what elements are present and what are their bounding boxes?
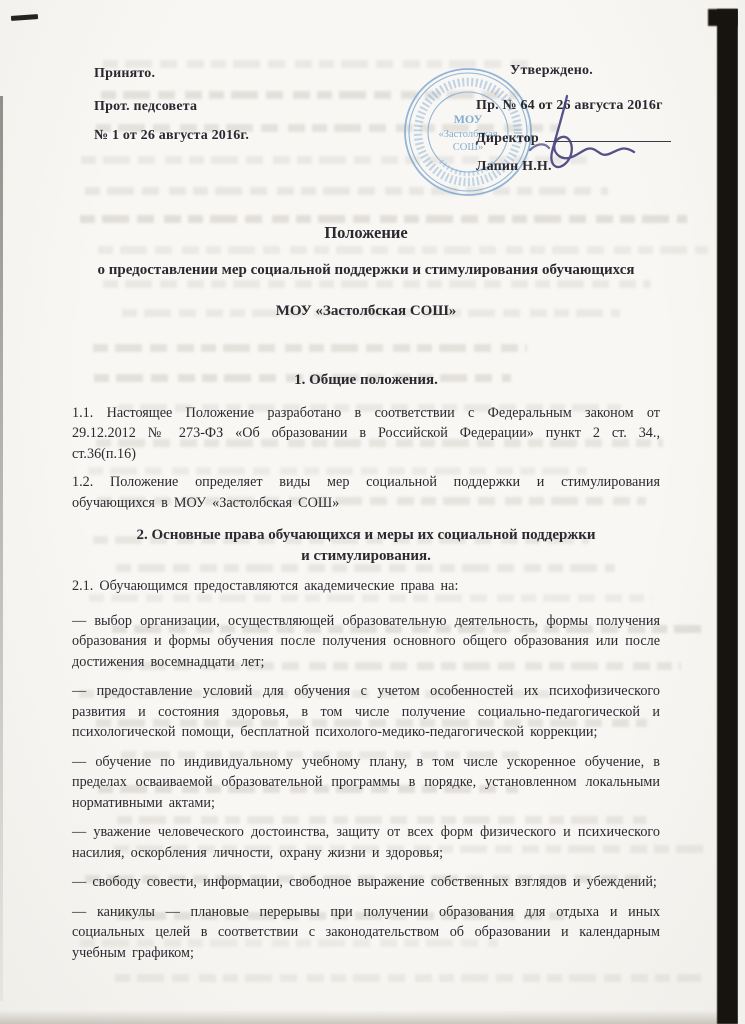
bullet-item: — свободу совести, информации, свободное выражение собственных взглядов и убеждений;	[72, 874, 657, 890]
scanner-edge-left	[0, 96, 3, 1001]
doc-title: Положение	[324, 223, 408, 242]
scanner-shadow-bottom	[0, 1010, 745, 1024]
director-label: Директор	[476, 131, 539, 146]
bullet-item: — уважение человеческого достоинства, защиту от всех форм физического и психического насилия, оскорбления личности, охрану жизни и здоровья;	[72, 824, 660, 861]
director-name: Лапин Н.Н.	[476, 159, 552, 174]
svg-text:МОУ: МОУ	[453, 112, 483, 126]
scanner-edge-right	[717, 9, 738, 1024]
bullet-item: — предоставление условий для обучения с учетом особенностей их психофизического развития и состояния здоровья, в том числе получение социально-педагогической и психологической помощи, бесплатной психолого-медико-педагогической коррекции;	[72, 683, 660, 740]
bullet-item: — выбор организации, осуществляющей образовательную деятельность, формы получения образования и формы обучения после получения основного общего образования или после достижения восемнадцати лет;	[72, 612, 660, 670]
accepted-label: Принято.	[94, 66, 156, 81]
section-2-heading-line2: и стимулирования.	[301, 547, 431, 564]
doc-subtitle: о предоставлении мер социальной поддержки и стимулирования обучающихся	[97, 262, 635, 278]
approved-label: Утверждено.	[510, 63, 593, 78]
bleed-through-line	[115, 974, 701, 982]
svg-text:СОШ»: СОШ»	[452, 142, 484, 153]
paragraph-1-2: 1.2. Положение определяет виды мер социальной поддержки и стимулирования обучающихся в МОУ «Застолбская СОШ»	[72, 474, 660, 511]
scanner-edge-right-top	[708, 9, 738, 26]
scanner-backing-sliver	[738, 0, 745, 1024]
paragraph-1-1: 1.1. Настоящее Положение разработано в соответствии с Федеральным законом от 29.12.2012 № 273-ФЗ «Об образовании в Российской Федерации» пункт 2 ст. 34., ст.36(п.16)	[72, 404, 660, 462]
svg-text:«Застолбская: «Застолбская	[438, 129, 498, 140]
bullet-item: — обучение по индивидуальному учебному плану, в том числе ускоренное обучение, в пределах осваиваемой образовательной программы в порядке, установленном локальными нормативными актами;	[72, 753, 660, 811]
accepted-block	[94, 66, 249, 144]
protocol-label: Прот. педсовета	[94, 99, 198, 114]
section-1-heading: 1. Общие положения.	[294, 372, 438, 388]
paragraph-2-1: 2.1. Обучающимся предоставляются академические права на:	[72, 578, 459, 594]
scanner-mark-top-left	[11, 14, 38, 21]
doc-organization: МОУ «Застолбская СОШ»	[275, 303, 457, 319]
section-2-heading-line1: 2. Основные права обучающихся и меры их социальной поддержки	[136, 527, 596, 543]
order-number: Пр. № 64 от 26 августа 2016г	[476, 98, 663, 113]
document-body	[72, 222, 660, 972]
protocol-number: № 1 от 26 августа 2016г.	[94, 128, 250, 143]
director-signature	[520, 88, 646, 184]
bullet-item: — каникулы — плановые перерывы при получении образования для отдыха и иных социальных целей в соответствии с законодательством об образовании и календарным учебным графиком;	[72, 903, 660, 961]
